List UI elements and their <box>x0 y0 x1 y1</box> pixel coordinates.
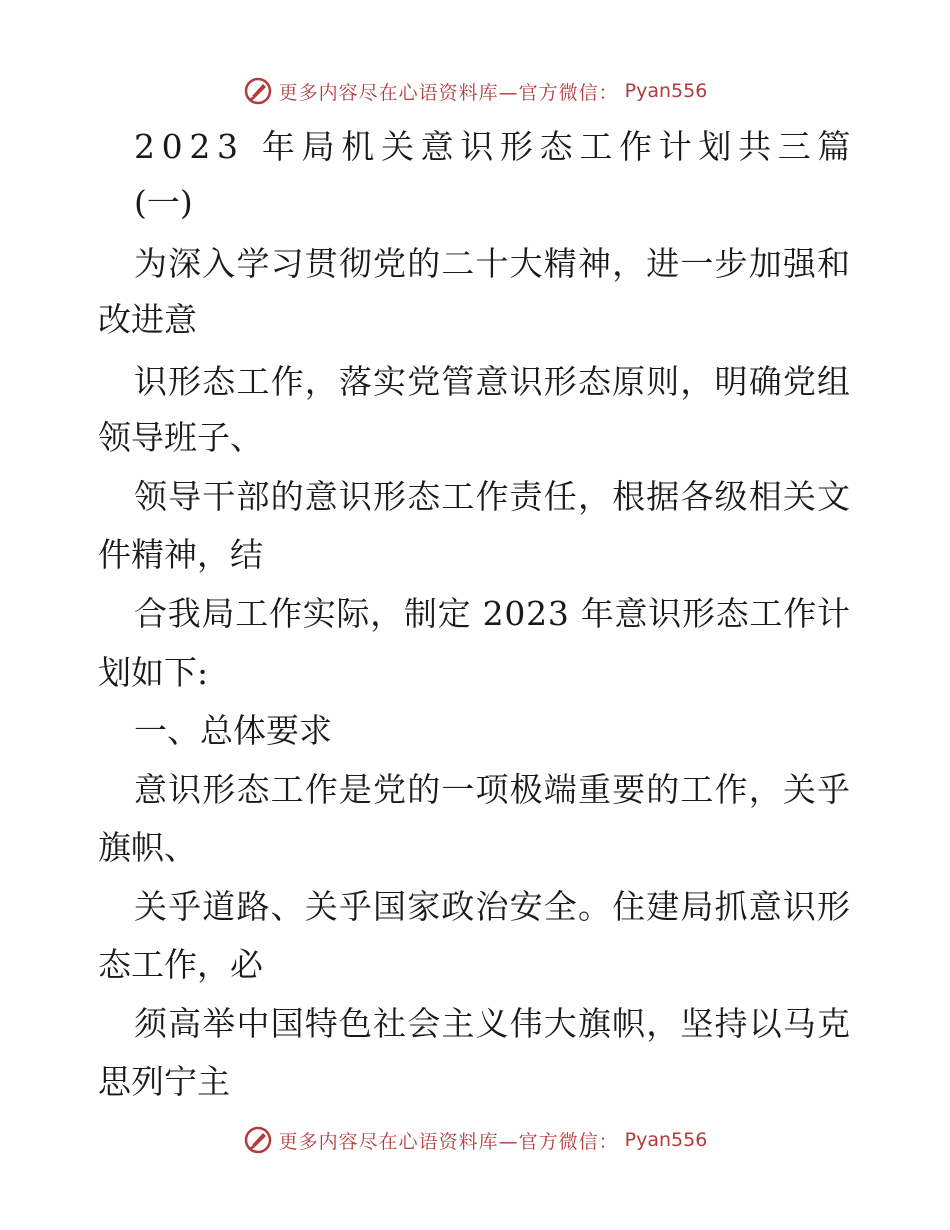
paragraph-line: 态工作，必 <box>98 945 263 984</box>
watermark-wechat-id: Pyan556 <box>624 1129 708 1151</box>
paragraph-line: 须高举中国特色社会主义伟大旗帜，坚持以马克 <box>134 1004 852 1043</box>
paragraph-line: 改进意 <box>98 300 197 339</box>
part-label: (一) <box>134 183 193 222</box>
watermark-wechat-id: Pyan556 <box>624 80 708 102</box>
paragraph-line: 关乎道路、关乎国家政治安全。住建局抓意识形 <box>134 887 852 926</box>
paragraph-line: 领导干部的意识形态工作责任，根据各级相关文 <box>134 477 852 516</box>
section-heading: 一、总体要求 <box>134 711 332 750</box>
paragraph-line: 合我局工作实际，制定 2023 年意识形态工作计 <box>134 594 851 633</box>
paragraph-line: 划如下: <box>98 653 209 692</box>
document-title: 2023 年局机关意识形态工作计划共三篇 <box>134 127 858 166</box>
watermark-text: 更多内容尽在心语资料库—官方微信： <box>278 81 619 104</box>
paragraph-line: 件精神，结 <box>98 535 263 574</box>
paragraph-line: 思列宁主 <box>98 1062 230 1101</box>
bottom-watermark-banner <box>0 1120 950 1160</box>
watermark-text: 更多内容尽在心语资料库—官方微信： <box>278 1130 619 1153</box>
paragraph-line: 领导班子、 <box>98 418 263 457</box>
brush-logo-icon <box>243 1125 273 1155</box>
paragraph-line: 意识形态工作是党的一项极端重要的工作，关乎 <box>134 770 852 809</box>
paragraph-line: 为深入学习贯彻党的二十大精神，进一步加强和 <box>134 244 852 283</box>
paragraph-line: 旗帜、 <box>98 828 197 867</box>
paragraph-line: 识形态工作，落实党管意识形态原则，明确党组 <box>134 362 852 401</box>
